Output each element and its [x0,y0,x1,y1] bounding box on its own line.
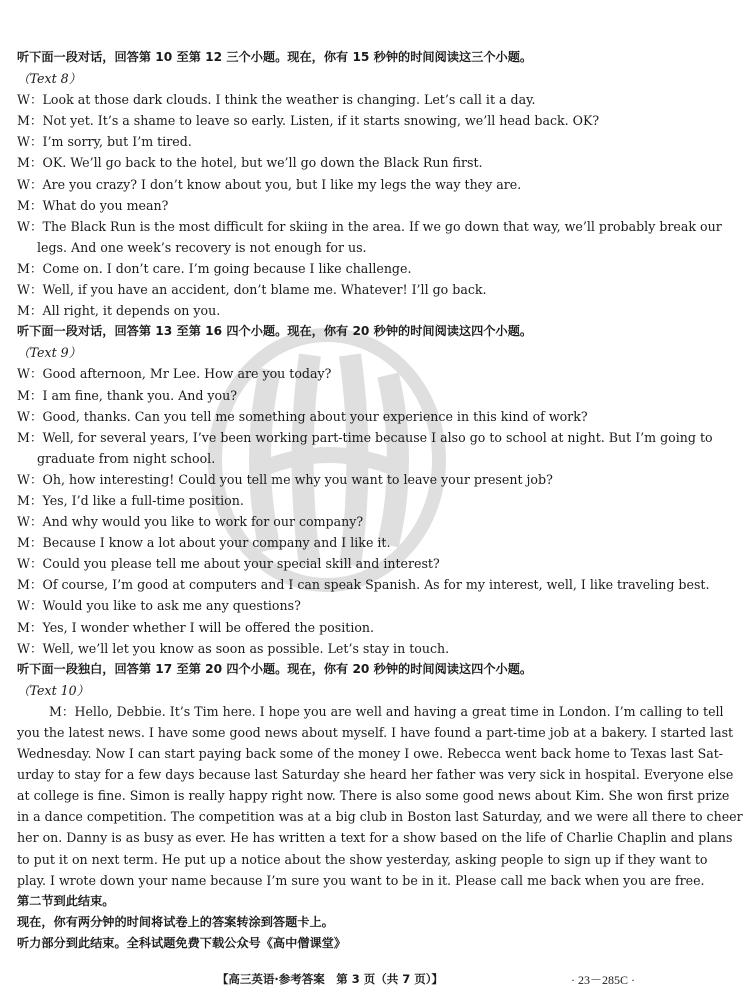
monologue-line: at college is fine. Simon is really happy right now. There is also some good news about Kim. She won first prize [17,788,730,804]
dialogue-line: graduate from night school. [37,450,216,466]
page-footer [0,971,653,993]
dialogue-line: W：Good, thanks. Can you tell me something about your experience in this kind of work? [17,408,588,424]
answer-page [17,47,743,954]
section-header-text8: 听下面一段对话，回答第 10 至第 12 三个小题。现在，你有 15 秒钟的时间阅读这三个小题。 [17,50,533,64]
dialogue-line: M：Not yet. It’s a shame to leave so early. Listen, if it starts snowing, we’ll head back. OK? [17,113,600,129]
dialogue-line: W：I’m sorry, but I’m tired. [17,134,192,150]
section-header-text9: 听下面一段对话，回答第 13 至第 16 四个小题。现在，你有 20 秒钟的时间阅读这四个小题。 [17,324,533,339]
section-header-text10: 听下面一段独白，回答第 17 至第 20 四个小题。现在，你有 20 秒钟的时间阅读这四个小题。 [17,661,533,676]
dialogue-line: M：OK. We’ll go back to the hotel, but we’ll go down the Black Run first. [17,155,483,171]
monologue-line: you the latest news. I have some good news about myself. I have found a part-time job at a bakery. I started last [17,725,734,740]
footer-paper-code: · 23－285C · [571,973,635,987]
section-end-note: 第二节到此结束。 [17,893,115,908]
text9-tag: （Text 9） [17,345,82,361]
transfer-answers-note: 现在，你有两分钟的时间将试卷上的答案转涂到答题卡上。 [17,914,334,929]
dialogue-line: M：I am fine, thank you. And you? [17,387,237,403]
text8-tag: （Text 8） [17,71,82,87]
dialogue-line: M：Because I know a lot about your company and I like it. [17,535,391,551]
text9-dialogue [17,363,713,658]
monologue-line: M：Hello, Debbie. It’s Tim here. I hope you are well and having a great time in London. I’m calling to tell [49,703,724,719]
monologue-line: her on. Danny is as busy as ever. He has written a text for a show based on the life of Charlie Chaplin and plans [17,830,733,846]
dialogue-line: M：Of course, I’m good at computers and I can speak Spanish. As for my interest, well, I like traveling best. [17,577,710,593]
text8-dialogue [17,89,722,321]
text10-tag: （Text 10） [17,682,90,698]
dialogue-line: W：Would you like to ask me any questions? [17,598,301,614]
dialogue-line: W：And why would you like to work for our company? [17,514,364,530]
dialogue-line: M：Yes, I’d like a full-time position. [17,492,244,508]
listening-end-note: 听力部分到此结束。全科试题免费下载公众号《高中僧课堂》 [17,935,347,950]
text10-monologue [17,701,743,891]
dialogue-line: W：Look at those dark clouds. I think the weather is changing. Let’s call it a day. [17,92,536,108]
dialogue-line: W：Well, if you have an accident, don’t blame me. Whatever! I’ll go back. [17,282,487,298]
dialogue-line: M：Well, for several years, I’ve been working part-time because I also go to school at night. But I’m going to [17,429,713,445]
monologue-line: urday to stay for a few days because last Saturday she heard her father was very sick in hospital. Everyone else [17,767,734,783]
dialogue-line: W：Good afternoon, Mr Lee. How are you today? [17,366,332,382]
dialogue-line: W：Are you crazy? I don’t know about you, but I like my legs the way they are. [17,176,522,192]
dialogue-line: W：Oh, how interesting! Could you tell me why you want to leave your present job? [17,471,553,487]
dialogue-line: M：What do you mean? [17,197,169,213]
dialogue-line: M：All right, it depends on you. [17,303,221,319]
dialogue-line: M：Come on. I don’t care. I’m going because I like challenge. [17,260,412,276]
dialogue-line: W：Could you please tell me about your special skill and interest? [17,556,440,572]
monologue-line: Wednesday. Now I can start paying back some of the money I owe. Rebecca went back home to Texas last Sat- [17,746,724,762]
monologue-line: to put it on next term. He put up a notice about the show yesterday, asking people to sign up if they want to [17,851,708,867]
monologue-line: play. I wrote down your name because I’m sure you want to be in it. Please call me back when you are free. [17,872,705,888]
footer-page-info: 【高三英语·参考答案 第 3 页（共 7 页）】 [216,972,444,986]
dialogue-line: legs. And one week’s recovery is not enough for us. [37,239,367,255]
dialogue-line: M：Yes, I wonder whether I will be offered the position. [17,619,375,635]
monologue-line: in a dance competition. The competition was at a big club in Boston last Saturday, and we were all there to cheer [17,809,743,825]
dialogue-line: W：The Black Run is the most difficult for skiing in the area. If we go down that way, we’ll probably break our [17,218,722,234]
dialogue-line: W：Well, we’ll let you know as soon as possible. Let’s stay in touch. [17,640,450,656]
